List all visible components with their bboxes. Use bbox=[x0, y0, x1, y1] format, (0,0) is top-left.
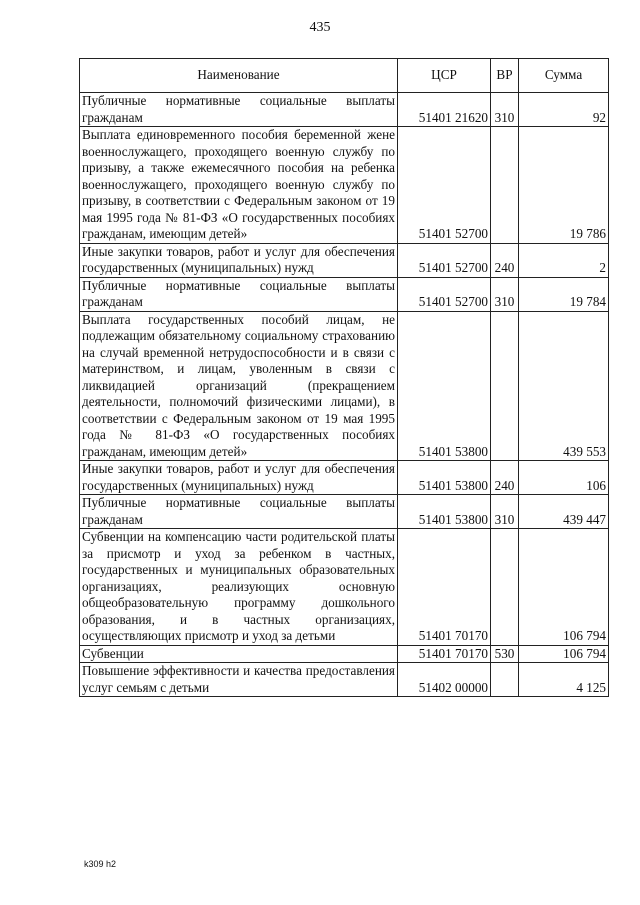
cell-vr bbox=[491, 529, 519, 646]
cell-name: Субвенции на компенсацию части родительской платы за присмотр и уход за ребенком в частных, государственных и муниципальных образовательных организациях, реализующих основную общеобразовательную программу дошкольного образования, и в частных организациях, осуществляющих присмотр и уход за детьми bbox=[80, 529, 398, 646]
table-row bbox=[80, 645, 609, 663]
cell-csr: 51401 52700 bbox=[398, 243, 491, 277]
cell-csr: 51401 21620 bbox=[398, 93, 491, 127]
cell-vr: 310 bbox=[491, 93, 519, 127]
cell-name: Публичные нормативные социальные выплаты гражданам bbox=[80, 93, 398, 127]
cell-sum: 439 447 bbox=[519, 495, 609, 529]
cell-csr: 51401 70170 bbox=[398, 529, 491, 646]
header-vr: ВР bbox=[491, 59, 519, 93]
table-row bbox=[80, 93, 609, 127]
cell-csr: 51401 70170 bbox=[398, 645, 491, 663]
cell-vr: 310 bbox=[491, 495, 519, 529]
table-row bbox=[80, 461, 609, 495]
cell-name: Выплата единовременного пособия беременной жене военнослужащего, проходящего военную службу по призыву, а также ежемесячного пособия на ребенка военнослужащего, проходящего военную службу по призыву, в соответствии с Федеральным законом от 19 мая 1995 года № 81-ФЗ «О государственных пособиях гражданам, имеющим детей» bbox=[80, 127, 398, 244]
cell-vr: 530 bbox=[491, 645, 519, 663]
header-csr: ЦСР bbox=[398, 59, 491, 93]
cell-vr: 310 bbox=[491, 277, 519, 311]
cell-name: Иные закупки товаров, работ и услуг для обеспечения государственных (муниципальных) нужд bbox=[80, 243, 398, 277]
cell-csr: 51402 00000 bbox=[398, 663, 491, 697]
table-row bbox=[80, 495, 609, 529]
cell-name: Выплата государственных пособий лицам, не подлежащим обязательному социальному страхованию на случай временной нетрудоспособности и в связи с материнством, и лицам, уволенным в связи с ликвидацией организаций (прекращением деятельности, полномочий физическими лицами), в соответствии с Федеральным законом от 19 мая 1995 года № 81-ФЗ «О государственных пособиях гражданам, имеющим детей» bbox=[80, 311, 398, 461]
footer-code: k309 h2 bbox=[84, 859, 117, 869]
cell-name: Повышение эффективности и качества предоставления услуг семьям с детьми bbox=[80, 663, 398, 697]
cell-csr: 51401 52700 bbox=[398, 127, 491, 244]
cell-sum: 106 794 bbox=[519, 529, 609, 646]
cell-vr: 240 bbox=[491, 461, 519, 495]
budget-table bbox=[79, 58, 609, 697]
cell-sum: 92 bbox=[519, 93, 609, 127]
table-header-row bbox=[80, 59, 609, 93]
cell-sum: 106 794 bbox=[519, 645, 609, 663]
cell-vr bbox=[491, 663, 519, 697]
cell-name: Иные закупки товаров, работ и услуг для обеспечения государственных (муниципальных) нужд bbox=[80, 461, 398, 495]
cell-csr: 51401 53800 bbox=[398, 461, 491, 495]
cell-vr: 240 bbox=[491, 243, 519, 277]
cell-sum: 439 553 bbox=[519, 311, 609, 461]
cell-csr: 51401 53800 bbox=[398, 311, 491, 461]
header-sum: Сумма bbox=[519, 59, 609, 93]
cell-sum: 4 125 bbox=[519, 663, 609, 697]
cell-vr bbox=[491, 311, 519, 461]
cell-name: Публичные нормативные социальные выплаты гражданам bbox=[80, 277, 398, 311]
table-row bbox=[80, 243, 609, 277]
table-row bbox=[80, 663, 609, 697]
table-row bbox=[80, 529, 609, 646]
table-row bbox=[80, 277, 609, 311]
cell-name: Публичные нормативные социальные выплаты гражданам bbox=[80, 495, 398, 529]
cell-sum: 106 bbox=[519, 461, 609, 495]
cell-sum: 19 786 bbox=[519, 127, 609, 244]
table-body bbox=[80, 93, 609, 697]
table-row bbox=[80, 127, 609, 244]
cell-sum: 19 784 bbox=[519, 277, 609, 311]
cell-name: Субвенции bbox=[80, 645, 398, 663]
header-name: Наименование bbox=[80, 59, 398, 93]
table-row bbox=[80, 311, 609, 461]
cell-sum: 2 bbox=[519, 243, 609, 277]
cell-csr: 51401 53800 bbox=[398, 495, 491, 529]
cell-csr: 51401 52700 bbox=[398, 277, 491, 311]
page-number: 435 bbox=[309, 20, 331, 35]
cell-vr bbox=[491, 127, 519, 244]
